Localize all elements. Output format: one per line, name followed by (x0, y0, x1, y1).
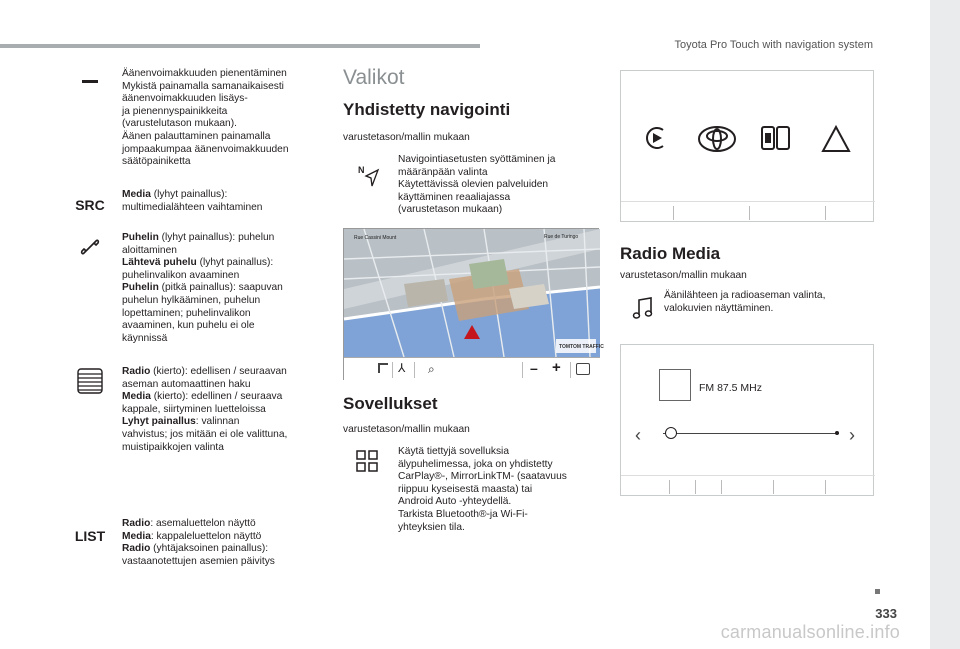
phone-icon (70, 236, 110, 261)
text-line: Äänen palauttaminen painamalla (122, 130, 271, 142)
text-line (122, 282, 327, 295)
text-line: jompaakumpaa äänenvoimakkuuden (122, 143, 289, 155)
toolbar-separator (414, 362, 415, 378)
thumbwheel-icon (70, 368, 110, 397)
carplay-icon[interactable] (643, 125, 669, 156)
map-street-label: Rue Cassini Mount (354, 235, 397, 241)
src-text (122, 189, 327, 214)
text-line: Navigointiasetusten syöttäminen ja (398, 154, 556, 165)
top-rule (0, 44, 480, 48)
text-line (122, 391, 327, 404)
nav-subtitle: varustetason/mallin mukaan (343, 132, 470, 143)
bold-term: Radio (122, 366, 151, 377)
text-line: puhelinvalikon avaaminen (122, 269, 240, 281)
text-line: puhelun hylkääminen, puhelun (122, 294, 261, 306)
radio-screen (620, 344, 874, 496)
text-line: yhteyksien tila. (398, 521, 465, 533)
text-span: : kappaleluettelon näyttö (150, 530, 262, 542)
footer-separator (695, 480, 696, 494)
nav-arrow-icon (358, 164, 380, 193)
text-line: käynnissä (122, 332, 168, 344)
bold-term: Media (122, 530, 151, 542)
minus-icon (70, 80, 110, 83)
bold-term: Radio (122, 543, 151, 555)
text-span: (lyhyt painallus): (196, 257, 274, 269)
text-span: (kierto): edellinen / seuraava (150, 391, 283, 403)
nav-description (398, 154, 598, 217)
footer-separator (673, 206, 674, 220)
bold-term: Radio (122, 518, 151, 529)
footer-separator (773, 480, 774, 494)
text-line: multimedialähteen vaihtaminen (122, 201, 263, 213)
text-line: Tarkista Bluetooth®-ja Wi-Fi- (398, 508, 528, 520)
text-line: aseman automaattinen haku (122, 378, 251, 390)
text-line: älypuhelimessa, joka on yhdistetty (398, 458, 553, 470)
footer-separator (669, 480, 670, 494)
text-line: (varustelutason mukaan). (122, 118, 237, 130)
list-text (122, 518, 327, 568)
bold-term: Media (122, 189, 151, 200)
search-icon[interactable]: ⌕ (428, 362, 435, 376)
text-line: avaaminen, kun puhelu ei ole (122, 320, 255, 332)
apps-heading: Sovellukset (343, 394, 438, 413)
footer-separator (721, 480, 722, 494)
frequency-cursor[interactable] (665, 427, 677, 439)
radio-wheel-text (122, 366, 327, 454)
toolbar-separator (392, 362, 393, 378)
text-span: (lyhyt painallus): (150, 189, 228, 200)
footer-separator (825, 206, 826, 220)
apps-subtitle: varustetason/mallin mukaan (343, 424, 470, 435)
page-number: 333 (875, 606, 897, 621)
text-line (122, 257, 327, 270)
music-note-icon (632, 296, 654, 325)
text-span: (lyhyt painallus): puhelun (158, 232, 275, 243)
text-line (122, 416, 327, 429)
text-line: Käytä tiettyjä sovelluksia (398, 446, 509, 457)
text-line (122, 543, 327, 556)
text-line: lopettaminen; puhelinvalikon (122, 307, 251, 319)
text-line: riippuu kyseisestä maasta) tai (398, 483, 533, 495)
station-frequency: FM 87.5 MHz (699, 382, 763, 394)
radio-screen-footer (621, 475, 875, 497)
src-button-label: SRC (75, 197, 105, 213)
footer-separator (825, 480, 826, 494)
text-line: Äänilähteen ja radioaseman valinta, (664, 290, 826, 301)
toolbar-separator (522, 362, 523, 378)
text-span: (yhtäjaksoinen painallus): (150, 543, 269, 555)
radio-media-subtitle: varustetason/mallin mukaan (620, 270, 747, 281)
next-station-icon[interactable]: › (849, 425, 855, 445)
zoom-in-icon[interactable]: + (552, 359, 561, 376)
pedestrian-icon[interactable]: ⅄ (398, 361, 406, 375)
navigation-screen (343, 228, 604, 380)
text-line: vastaanotettujen asemien päivitys (122, 555, 275, 567)
radio-media-description (664, 290, 869, 315)
bold-term: Media (122, 391, 151, 403)
text-line: Äänenvoimakkuuden pienentäminen (122, 68, 287, 79)
station-artwork (659, 369, 691, 401)
phone-text (122, 232, 327, 345)
apps-grid-icon (356, 450, 378, 477)
text-span: : valinnan (195, 416, 240, 428)
text-line: käyttäminen reaaliajassa (398, 191, 511, 203)
text-line: Mykistä painamalla samanaikaisesti (122, 80, 284, 92)
text-line (122, 232, 327, 245)
map-street-label: Rue de Turingo (544, 234, 579, 240)
bold-term: Puhelin (122, 232, 159, 243)
text-line (122, 531, 327, 544)
bold-term: Puhelin (122, 282, 159, 294)
apps-screen (620, 70, 874, 222)
page-header: Toyota Pro Touch with navigation system (674, 39, 873, 51)
apps-screen-footer (621, 201, 875, 223)
text-line (122, 518, 327, 531)
traffic-badge: TOMTOM TRAFFIC (559, 344, 604, 350)
bold-term: Lyhyt painallus (122, 416, 196, 428)
toolbar-separator (570, 362, 571, 378)
text-line: muistipaikkojen valinta (122, 441, 224, 453)
text-line: CarPlay®-, MirrorLinkTM- (saatavuus (398, 471, 567, 483)
section-title: Valikot (343, 66, 405, 89)
footer-separator (749, 206, 750, 220)
android-auto-icon[interactable] (821, 125, 851, 158)
page-marker (875, 589, 880, 594)
text-span: (pitkä painallus): saapuvan (158, 282, 283, 294)
text-line (122, 189, 327, 202)
toyota-logo-icon[interactable] (697, 125, 737, 158)
text-line: säätöpainiketta (122, 156, 191, 168)
text-line: määränpään valinta (398, 166, 488, 178)
volume-text (122, 68, 327, 169)
map-options-icon[interactable] (576, 363, 590, 375)
radio-media-heading: Radio Media (620, 244, 721, 263)
text-line: (varustetason mukaan) (398, 204, 503, 216)
text-line: Android Auto -yhteydellä. (398, 496, 512, 508)
zoom-out-icon[interactable]: – (530, 360, 538, 376)
map-toolbar (344, 357, 600, 381)
apps-description (398, 446, 598, 534)
text-line: Käytettävissä olevien palveluiden (398, 179, 549, 191)
svg-text:N: N (358, 165, 365, 175)
text-line: ja pienennyspainikkeita (122, 105, 228, 117)
text-line: kappale, siirtyminen luetteloissa (122, 403, 266, 415)
navigation-map (344, 229, 604, 357)
frequency-track[interactable] (663, 433, 839, 434)
text-line: äänenvoimakkuuden lisäys- (122, 93, 248, 105)
text-line (122, 366, 327, 379)
text-span: : asemaluettelon näyttö (150, 518, 256, 529)
list-button-label: LIST (74, 528, 106, 544)
checkered-flag-icon[interactable] (378, 363, 388, 373)
track-end-dot (835, 431, 839, 435)
watermark: carmanualsonline.info (720, 622, 900, 642)
bold-term: Lähtevä puhelu (122, 257, 197, 269)
text-line: vahvistus; jos mitään ei ole valittuna, (122, 428, 288, 440)
page-edge-strip (930, 0, 960, 649)
mirrorlink-icon[interactable] (761, 125, 791, 158)
previous-station-icon[interactable]: ‹ (635, 425, 641, 445)
text-span: (kierto): edellisen / seuraavan (150, 366, 287, 377)
text-line: valokuvien näyttäminen. (664, 302, 774, 314)
nav-heading: Yhdistetty navigointi (343, 100, 511, 119)
text-line: aloittaminen (122, 244, 177, 256)
